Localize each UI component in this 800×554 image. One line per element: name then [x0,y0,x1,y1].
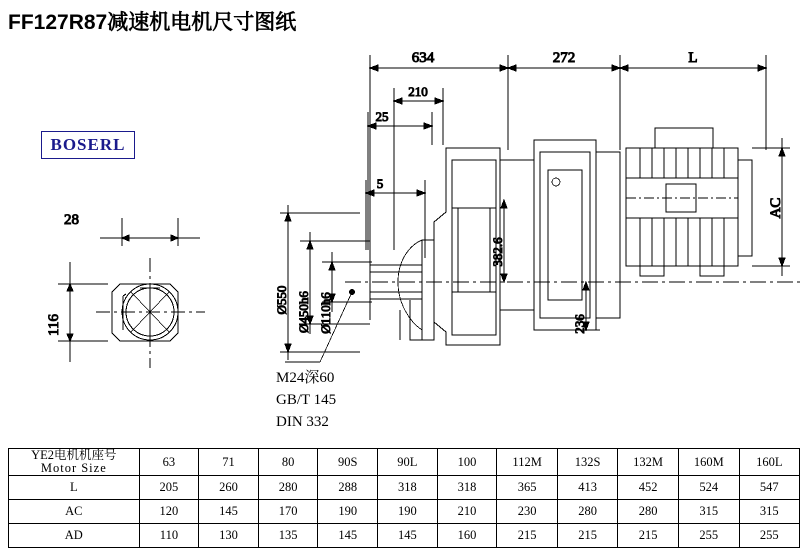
table-cell: 255 [678,524,739,548]
table-cell: 315 [678,500,739,524]
table-cell: 230 [497,500,558,524]
table-header-label-en: Motor Size [40,461,107,476]
dim-L [620,50,766,71]
table-row [9,476,800,500]
table-cell: 365 [497,476,558,500]
dim-634 [370,50,508,71]
table-cell: 315 [739,500,799,524]
dim-210-label: 210 [408,84,428,99]
left-view-outline [96,258,205,368]
dim-116-label: 116 [46,314,62,336]
note-din332: DIN 332 [276,414,329,430]
page-title: FF127R87减速机电机尺寸图纸 [8,11,297,34]
dim-550-label: Ø550 [274,285,289,315]
dim-236 [560,282,600,334]
table-cell: 132S [557,449,617,476]
dim-AC-label: AC [768,197,784,219]
table-cell: 280 [557,500,617,524]
note-gbt145: GB/T 145 [276,392,337,408]
table-cell: 210 [437,500,497,524]
dim-382-6 [490,200,507,282]
row-label: L [9,476,140,500]
table-cell: 160M [678,449,739,476]
table-row [9,524,800,548]
table-cell: 318 [378,476,438,500]
table-cell: 288 [318,476,378,500]
table-cell: 260 [199,476,259,500]
brand-logo-text: BOSERL [50,135,126,154]
table-cell: 80 [258,449,318,476]
dim-236-label: 236 [572,314,587,334]
table-cell: 90L [378,449,438,476]
table-cell: 318 [437,476,497,500]
table-cell: 413 [557,476,617,500]
table-cell: 452 [618,476,679,500]
dim-28 [64,212,200,246]
table-cell: 215 [497,524,558,548]
table-cell: 145 [378,524,438,548]
table-cell: 71 [199,449,259,476]
table-cell: 205 [139,476,199,500]
table-cell: 145 [199,500,259,524]
dim-272 [508,50,620,71]
table-cell: 100 [437,449,497,476]
table-cell: 130 [199,524,259,548]
table-cell: 110 [139,524,199,548]
table-cell: 255 [739,524,799,548]
dim-5 [366,176,425,196]
dim-28-label: 28 [64,212,79,228]
motor [626,128,752,276]
table-header-row [9,449,800,476]
table-header-label [9,449,140,476]
dim-5-label: 5 [376,176,384,191]
dim-382-6-label: 382.6 [490,237,505,267]
table-cell: 120 [139,500,199,524]
dim-110-label: Ø110h6 [318,292,333,334]
table-cell: 160L [739,449,799,476]
dim-25-label: 25 [375,109,389,124]
dim-AC [752,138,790,276]
table-cell: 145 [318,524,378,548]
dim-450-label: Ø450h6 [296,291,311,333]
row-label: AD [9,524,140,548]
dim-25 [368,109,432,129]
table-header-label-cn: YE2电机机座号 [31,448,117,462]
dim-210 [394,84,443,104]
table-cell: 170 [258,500,318,524]
adapter-housing [500,140,620,330]
table-cell: 190 [318,500,378,524]
dim-272-label: 272 [552,50,576,66]
dim-L-label: L [688,50,698,66]
motor-size-table [8,448,800,548]
dim-diameters [274,205,372,360]
table-cell: 280 [618,500,679,524]
table-cell: 90S [318,449,378,476]
table-cell: 280 [258,476,318,500]
table-cell: 547 [739,476,799,500]
table-cell: 112M [497,449,558,476]
row-label: AC [9,500,140,524]
table-cell: 160 [437,524,497,548]
dim-634-label: 634 [411,50,435,66]
table-cell: 524 [678,476,739,500]
table-cell: 132M [618,449,679,476]
note-m24: M24深60 [276,370,335,386]
table-cell: 190 [378,500,438,524]
table-cell: 215 [557,524,617,548]
table-row [9,500,800,524]
table-cell: 135 [258,524,318,548]
table-cell: 215 [618,524,679,548]
table-cell: 63 [139,449,199,476]
